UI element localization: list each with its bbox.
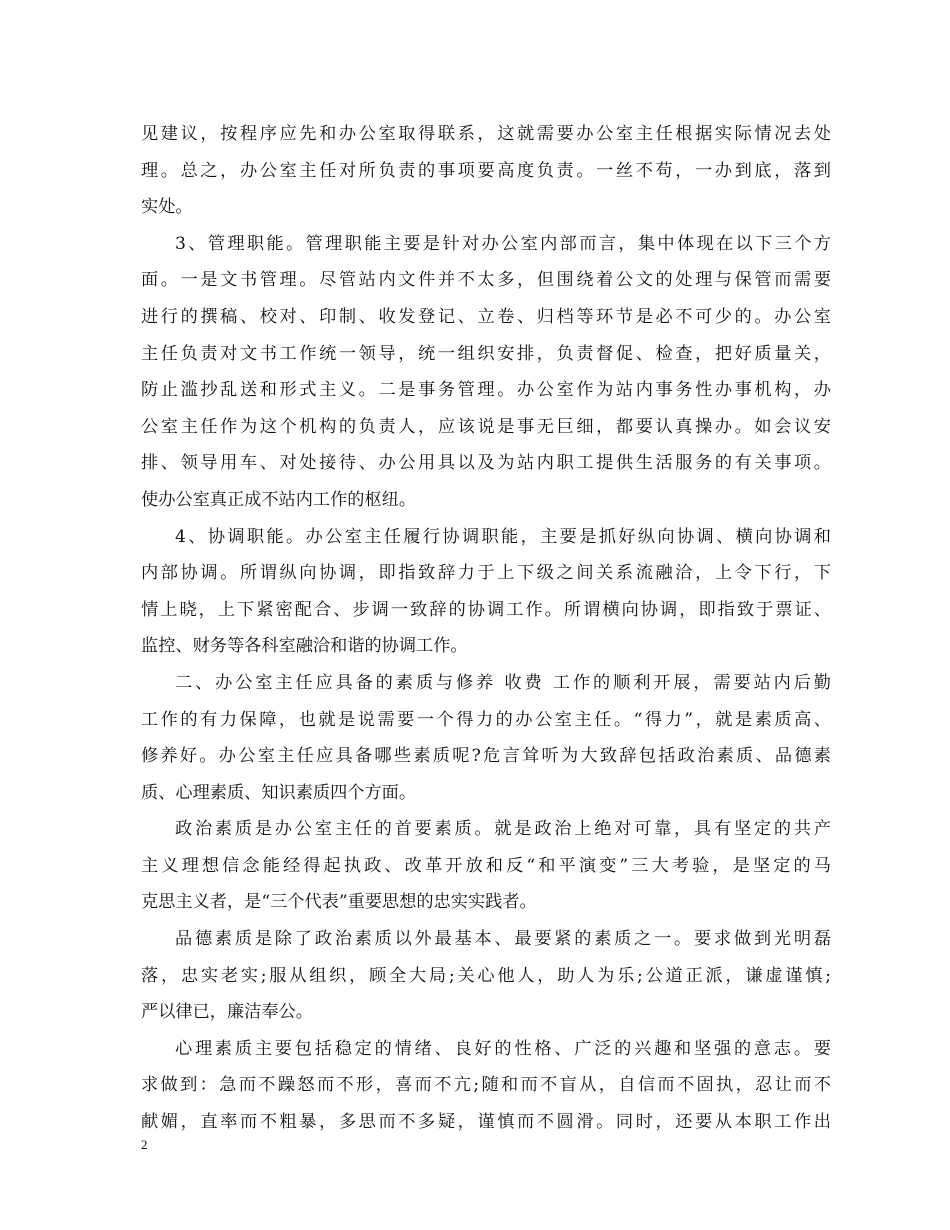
text-line: 工作的有力保障，也就是说需要一个得力的办公室主任。“得力”，就是素质高、 <box>141 709 831 730</box>
text-line: 3、管理职能。管理职能主要是针对办公室内部而言，集中体现在以下三个方 <box>175 233 831 254</box>
text-line: 主义理想信念能经得起执政、改革开放和反“和平演变”三大考验，是坚定的马 <box>141 855 831 876</box>
text-line: 质、心理素质、知识素质四个方面。 <box>141 782 417 803</box>
text-line: 内部协调。所谓纵向协调，即指致辞力于上下级之间关系流融洽，上令下行，下 <box>141 563 831 584</box>
text-line: 排、领导用车、对处接待、办公用具以及为站内职工提供生活服务的有关事项。 <box>141 453 831 474</box>
text-line: 求做到：急而不躁怒而不形，喜而不亢;随和而不盲从，自信而不固执，忍让而不 <box>141 1075 831 1096</box>
text-line: 监控、财务等各科室融洽和谐的协调工作。 <box>141 636 468 657</box>
text-line: 情上晓，上下紧密配合、步调一致辞的协调工作。所谓横向协调，即指致于票证、 <box>141 599 831 620</box>
text-line: 使办公室真正成不站内工作的枢纽。 <box>141 489 417 510</box>
text-line: 进行的撰稿、校对、印制、收发登记、立卷、归档等环节是必不可少的。办公室 <box>141 306 831 327</box>
text-line: 面。一是文书管理。尽管站内文件并不太多，但围绕着公文的处理与保管而需要 <box>141 270 831 291</box>
text-line: 防止滥抄乱送和形式主义。二是事务管理。办公室作为站内事务性办事机构，办 <box>141 380 831 401</box>
page-number: 2 <box>141 1137 148 1152</box>
text-line: 见建议，按程序应先和办公室取得联系，这就需要办公室主任根据实际情况去处 <box>141 124 831 144</box>
text-line: 落，忠实老实;服从组织，顾全大局;关心他人，助人为乐;公道正派，谦虚谨慎; <box>141 965 831 986</box>
text-line: 政治素质是办公室主任的首要素质。就是政治上绝对可靠，具有坚定的共产 <box>175 819 831 840</box>
text-line: 二、办公室主任应具备的素质与修养 收费 工作的顺利开展，需要站内后勤 <box>175 672 831 693</box>
text-line: 献媚，直率而不粗暴，多思而不多疑，谨慎而不圆滑。同时，还要从本职工作出 <box>141 1112 831 1133</box>
text-line: 理。总之，办公室主任对所负责的事项要高度负责。一丝不苟，一办到底，落到 <box>141 160 831 181</box>
text-line: 心理素质主要包括稳定的情绪、良好的性格、广泛的兴趣和坚强的意志。要 <box>175 1038 831 1059</box>
text-line: 实处。 <box>141 197 193 218</box>
text-line: 公室主任作为这个机构的负责人，应该说是事无巨细，都要认真操办。如会议安 <box>141 416 831 437</box>
text-line: 4、协调职能。办公室主任履行协调职能，主要是抓好纵向协调、横向协调和 <box>175 526 831 547</box>
text-line: 严以律已，廉洁奉公。 <box>141 1002 313 1023</box>
text-line: 品德素质是除了政治素质以外最基本、最要紧的素质之一。要求做到光明磊 <box>175 929 831 950</box>
document-body <box>141 116 831 1141</box>
text-line: 主任负责对文书工作统一领导，统一组织安排，负责督促、检查，把好质量关， <box>141 343 831 364</box>
text-line: 修养好。办公室主任应具备哪些素质呢?危言耸听为大致辞包括政治素质、品德素 <box>141 746 831 767</box>
text-line: 克思主义者，是“三个代表”重要思想的忠实实践者。 <box>141 892 537 913</box>
